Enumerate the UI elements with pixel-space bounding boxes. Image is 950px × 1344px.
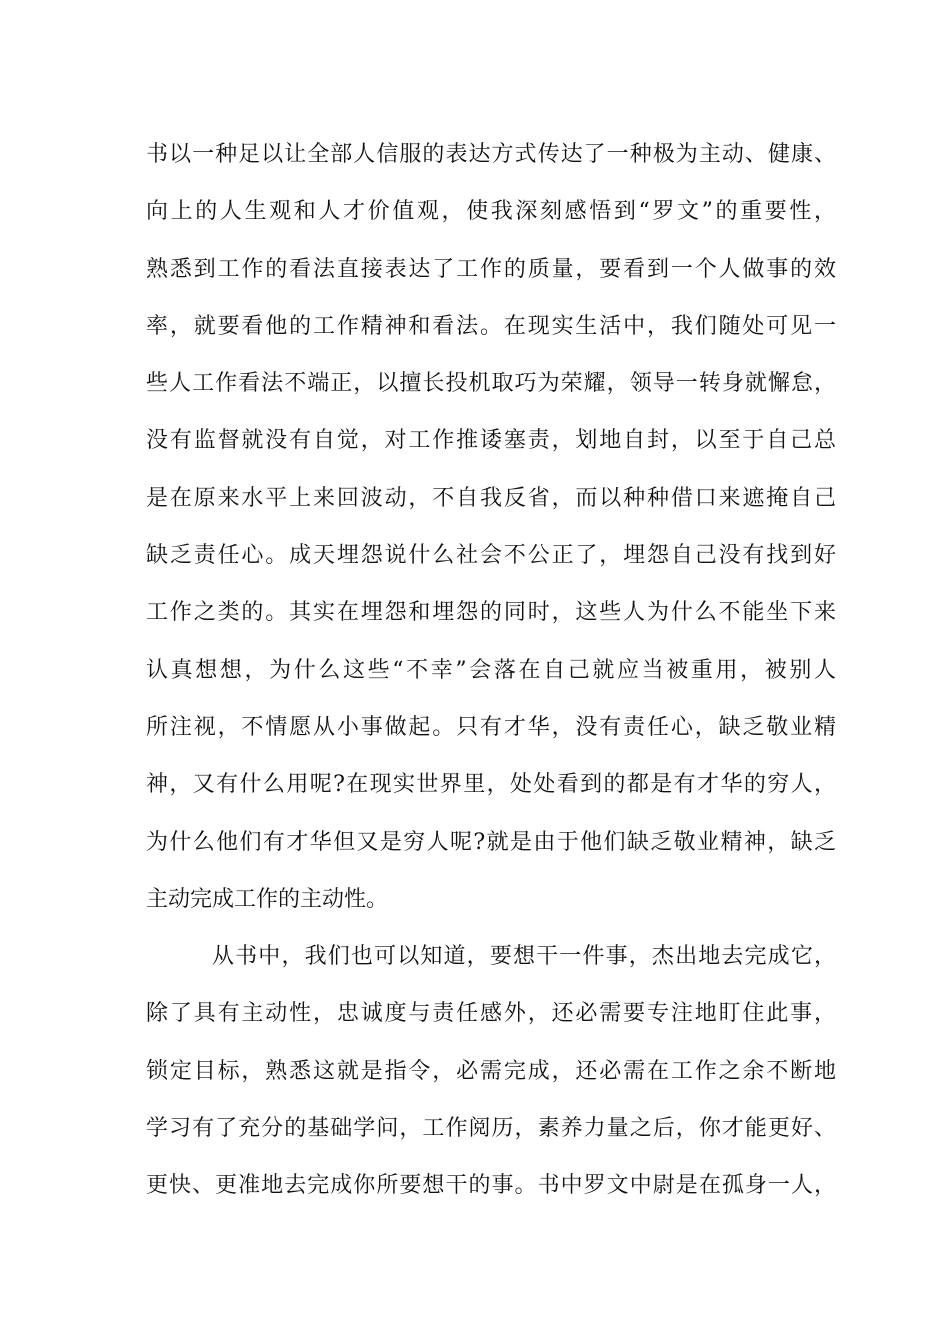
text-line: 认真想想，为什么这些“不幸”会落在自己就应当被重用，被别人 xyxy=(146,657,836,683)
text-line: 神，又有什么用呢?在现实世界里，处处看到的都是有才华的穷人， xyxy=(146,772,836,798)
text-line: 向上的人生观和人才价值观，使我深刻感悟到“罗文”的重要性， xyxy=(146,199,836,225)
text-line: 熟悉到工作的看法直接表达了工作的质量，要看到一个人做事的效 xyxy=(146,256,836,282)
text-line: 所注视，不情愿从小事做起。只有才华，没有责任心，缺乏敬业精 xyxy=(146,714,836,740)
body-text xyxy=(146,126,836,1215)
text-line: 没有监督就没有自觉，对工作推诿塞责，划地自封，以至于自己总 xyxy=(146,428,836,454)
text-line: 是在原来水平上来回波动，不自我反省，而以种种借口来遮掩自己 xyxy=(146,485,836,511)
text-line: 为什么他们有才华但又是穷人呢?就是由于他们缺乏敬业精神，缺乏 xyxy=(146,829,836,855)
text-line: 率，就要看他的工作精神和看法。在现实生活中，我们随处可见一 xyxy=(146,313,836,339)
text-line: 工作之类的。其实在埋怨和埋怨的同时，这些人为什么不能坐下来 xyxy=(146,600,836,626)
text-line: 学习有了充分的基础学问，工作阅历，素养力量之后，你才能更好、 xyxy=(146,1116,836,1142)
text-line: 些人工作看法不端正，以擅长投机取巧为荣耀，领导一转身就懈怠， xyxy=(146,371,836,397)
text-line: 主动完成工作的主动性。 xyxy=(146,886,389,912)
text-line: 缺乏责任心。成天埋怨说什么社会不公正了，埋怨自己没有找到好 xyxy=(146,543,836,569)
text-line: 锁定目标，熟悉这就是指令，必需完成，还必需在工作之余不断地 xyxy=(146,1058,836,1084)
text-line: 更快、更准地去完成你所要想干的事。书中罗文中尉是在孤身一人， xyxy=(146,1173,836,1199)
text-line: 除了具有主动性，忠诚度与责任感外，还必需要专注地盯住此事， xyxy=(146,1001,836,1027)
text-line: 书以一种足以让全部人信服的表达方式传达了一种极为主动、健康、 xyxy=(146,142,836,167)
text-line: 从书中，我们也可以知道，要想干一件事，杰出地去完成它， xyxy=(212,944,836,970)
